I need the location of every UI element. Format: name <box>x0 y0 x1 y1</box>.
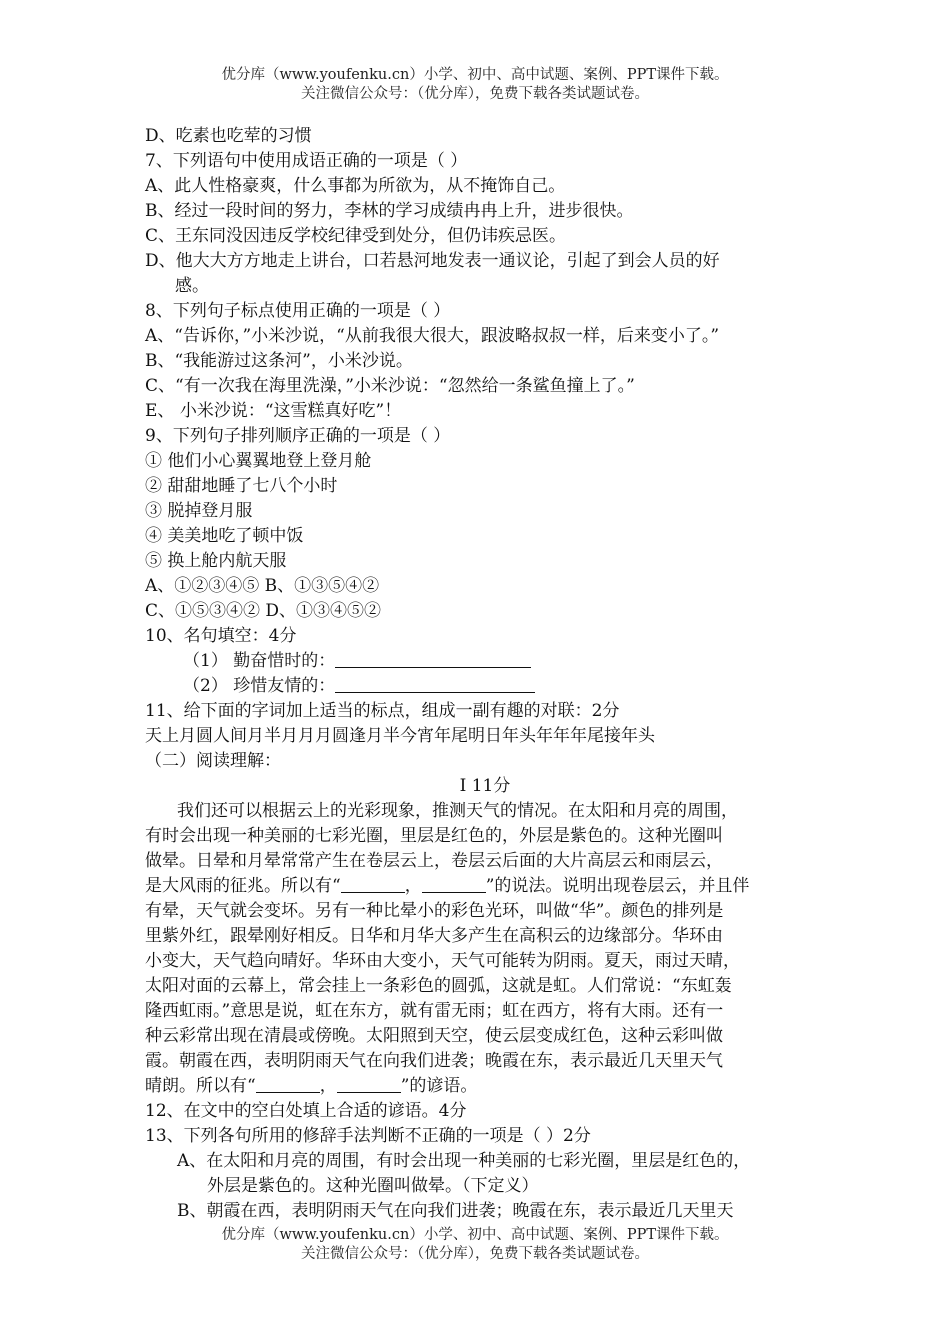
q8-option-c: C、“有一次我在海里洗澡，”小米沙说：“忽然给一条鲨鱼撞上了。” <box>145 376 635 396</box>
passage-text: ， <box>319 1076 337 1096</box>
page-header <box>0 66 950 104</box>
q10-item-1 <box>145 649 825 674</box>
q7-option-b: B、经过一段时间的努力，李林的学习成绩冉冉上升，进步很快。 <box>145 201 634 221</box>
passage-line: 霞。朝霞在西，表明阴雨天气在向我们进袭；晚霞在东，表示最近几天里天气 <box>145 1051 723 1071</box>
passage-text: ”的说法。说明出现卷层云，并且伴 <box>485 876 750 896</box>
passage-line: 有晕，天气就会变坏。另有一种比晕小的彩色光环，叫做“华”。颜色的排列是 <box>145 901 724 921</box>
q9-item: ② 甜甜地睡了七八个小时 <box>145 476 338 496</box>
passage-line: 有时会出现一种美丽的七彩光圈，里层是红色的，外层是紫色的。这种光圈叫 <box>145 826 723 846</box>
passage-line-with-blanks <box>145 1074 825 1099</box>
q8-option-b: B、“我能游过这条河”，小米沙说。 <box>145 351 413 371</box>
q9-item: ① 他们小心翼翼地登上登月舱 <box>145 451 372 471</box>
q13-stem: 13、下列各句所用的修辞手法判断不正确的一项是（ ）2分 <box>145 1126 591 1146</box>
passage-line: 里紫外红，跟晕刚好相反。日华和月华大多产生在高积云的边缘部分。华环由 <box>145 926 723 946</box>
q7-option-a: A、此人性格豪爽，什么事都为所欲为，从不掩饰自己。 <box>145 176 566 196</box>
header-line-2: 关注微信公众号：（优分库），免费下载各类试题试卷。 <box>301 86 649 102</box>
reading-passage <box>145 799 825 1099</box>
exam-content <box>145 124 825 1224</box>
q9-options-cd: C、①⑤③④② D、①③④⑤② <box>145 601 382 621</box>
section-title: （二）阅读理解： <box>145 751 281 771</box>
q13-option-a-continued: 外层是紫色的。这种光圈叫做晕。（下定义） <box>207 1176 539 1196</box>
passage-line: 做晕。日晕和月晕常常产生在卷层云上，卷层云后面的大片高层云和雨层云， <box>145 851 723 871</box>
passage-line: 我们还可以根据云上的光彩现象，推测天气的情况。在太阳和月亮的周围， <box>177 801 738 821</box>
page-footer <box>0 1226 950 1264</box>
footer-line-1: 优分库（www.youfenku.cn）小学、初中、高中试题、案例、PPT课件下载。 <box>221 1227 729 1243</box>
passage-line: 种云彩常出现在清晨或傍晚。太阳照到天空，使云层变成红色，这种云彩叫做 <box>145 1026 723 1046</box>
header-line-1: 优分库（www.youfenku.cn）小学、初中、高中试题、案例、PPT课件下载。 <box>221 67 729 83</box>
q10-stem: 10、名句填空：4分 <box>145 626 297 646</box>
q9-item: ⑤ 换上舱内航天服 <box>145 551 287 571</box>
q9-stem: 9、下列句子排列顺序正确的一项是（ ） <box>145 426 451 446</box>
q8-option-a: A、“告诉你，”小米沙说，“从前我很大很大，跟波略叔叔一样，后来变小了。” <box>145 326 720 346</box>
q6-option-d: D、吃素也吃荤的习惯 <box>145 126 312 146</box>
passage-blank-4[interactable] <box>337 1074 401 1093</box>
q10-answer-blank-1[interactable] <box>335 649 531 668</box>
q13-option-a: A、在太阳和月亮的周围，有时会出现一种美丽的七彩光圈，里层是红色的， <box>177 1151 751 1171</box>
q11-stem: 11、给下面的字词加上适当的标点，组成一副有趣的对联：2分 <box>145 701 620 721</box>
q10-item-2 <box>145 674 825 699</box>
passage-line: 小变大，天气趋向晴好。华环由大变小，天气可能转为阴雨。夏天，雨过天晴， <box>145 951 740 971</box>
section-subtitle: Ⅰ 11分 <box>459 776 511 796</box>
q9-item: ④ 美美地吃了顿中饭 <box>145 526 304 546</box>
q12-stem: 12、在文中的空白处填上合适的谚语。4分 <box>145 1101 467 1121</box>
q7-option-d-continued: 感。 <box>175 276 209 296</box>
passage-line: 隆西虹雨。”意思是说，虹在东方，就有雷无雨；虹在西方，将有大雨。还有一 <box>145 1001 724 1021</box>
q10-answer-blank-2[interactable] <box>335 674 535 693</box>
q7-option-c: C、王东同没因违反学校纪律受到处分，但仍讳疾忌医。 <box>145 226 567 246</box>
q9-item: ③ 脱掉登月服 <box>145 501 253 521</box>
q11-couplet-text: 天上月圆人间月半月月月圆逢月半今宵年尾明日年头年年年尾接年头 <box>145 726 655 746</box>
footer-line-2: 关注微信公众号：（优分库），免费下载各类试题试卷。 <box>301 1246 649 1262</box>
passage-blank-3[interactable] <box>256 1074 320 1093</box>
q8-option-e: E、 小米沙说：“这雪糕真好吃”！ <box>145 401 402 421</box>
passage-blank-1[interactable] <box>341 874 405 893</box>
q10-item-2-label: （2） 珍惜友情的： <box>183 676 336 696</box>
passage-line-with-blanks <box>145 874 825 899</box>
passage-text: ”的谚语。 <box>400 1076 478 1096</box>
q8-stem: 8、下列句子标点使用正确的一项是（ ） <box>145 301 451 321</box>
passage-line: 太阳对面的云幕上，常会挂上一条彩色的圆弧，这就是虹。人们常说：“东虹轰 <box>145 976 732 996</box>
q9-options-ab: A、①②③④⑤ B、①③⑤④② <box>145 576 380 596</box>
passage-text: ， <box>404 876 422 896</box>
passage-text: 晴朗。所以有“ <box>145 1076 256 1096</box>
q13-option-b: B、朝霞在西，表明阴雨天气在向我们进袭；晚霞在东，表示最近几天里天 <box>177 1201 734 1221</box>
q7-option-d: D、他大大方方地走上讲台，口若悬河地发表一通议论，引起了到会人员的好 <box>145 251 720 271</box>
q7-stem: 7、下列语句中使用成语正确的一项是（ ） <box>145 151 468 171</box>
passage-text: 是大风雨的征兆。所以有“ <box>145 876 341 896</box>
passage-blank-2[interactable] <box>422 874 486 893</box>
q10-item-1-label: （1） 勤奋惜时的： <box>183 651 336 671</box>
